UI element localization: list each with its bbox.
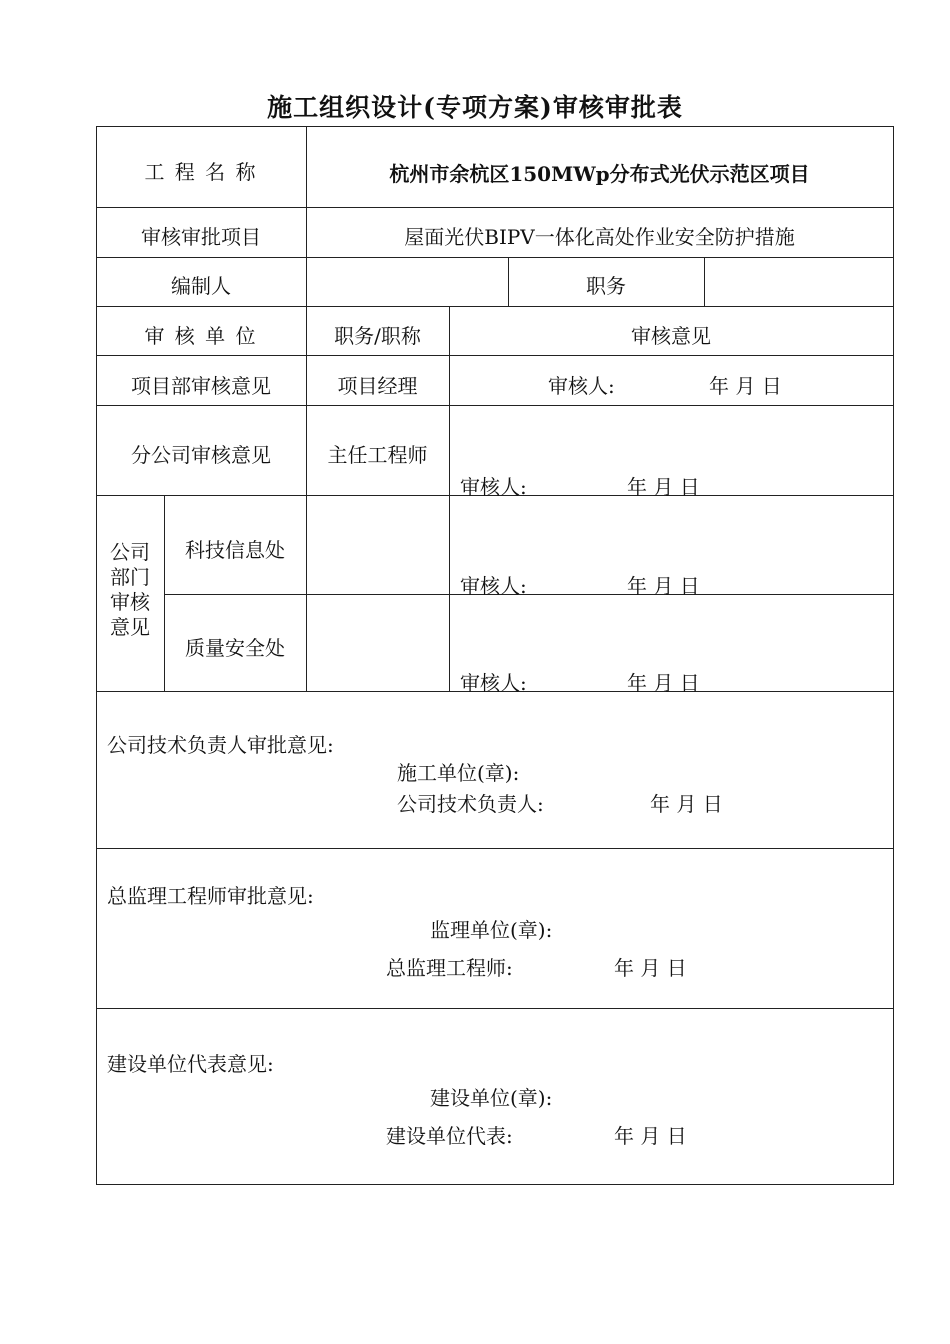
reviewer-label: 审核人: [460,475,527,499]
form-title: 施工组织设计(专项方案)审核审批表 [267,93,683,122]
branch-label: 分公司审核意见 [131,443,271,467]
row-divider [96,306,894,307]
company-dept-label: 公司 部门 审核 意见 [110,540,150,639]
owner-unit-seal: 建设单位(章): [430,1086,553,1110]
table-border-top [96,126,894,127]
row-divider [96,1008,894,1009]
col-divider [164,495,165,692]
reviewer-label: 审核人: [548,374,615,398]
project-dept-label: 项目部审核意见 [131,374,271,398]
date-label: 年 月 日 [614,956,687,980]
company-tech-person: 公司技术负责人: [397,792,544,816]
row-divider [96,257,894,258]
review-item-value: 屋面光伏BIPV一体化高处作业安全防护措施 [404,225,795,249]
col-divider [306,126,307,691]
project-name-label: 工 程 名 称 [144,160,258,184]
compiler-label: 编制人 [171,274,231,298]
opinion-header: 审核意见 [631,324,711,348]
date-label: 年 月 日 [709,374,782,398]
reviewer-label: 审核人: [460,574,527,598]
chief-engineer-label: 主任工程师 [327,443,428,467]
supervisor-heading: 总监理工程师审批意见: [107,884,314,908]
project-manager-label: 项目经理 [337,374,418,398]
reviewer-label: 审核人: [460,671,527,695]
position-label: 职务 [586,274,626,298]
supervisor-person: 总监理工程师: [386,956,513,980]
review-unit-header: 审 核 单 位 [144,324,258,348]
row-divider [96,355,894,356]
company-tech-heading: 公司技术负责人审批意见: [107,733,334,757]
review-item-label: 审核审批项目 [141,225,261,249]
row-divider [96,405,894,406]
quality-safety-label: 质量安全处 [185,636,285,660]
row-divider [164,594,894,595]
col-divider [704,257,705,307]
row-divider [96,207,894,208]
date-label: 年 月 日 [614,1124,687,1148]
date-label: 年 月 日 [627,475,700,499]
supervision-unit-seal: 监理单位(章): [430,918,553,942]
col-divider [449,306,450,692]
construction-unit-seal: 施工单位(章): [397,761,520,785]
owner-person: 建设单位代表: [386,1124,513,1148]
date-label: 年 月 日 [650,792,723,816]
date-label: 年 月 日 [627,574,700,598]
table-border-bottom [96,1184,894,1185]
project-name-value: 杭州市余杭区150MWp分布式光伏示范区项目 [389,162,810,186]
title-header: 职务/职称 [334,324,421,348]
table-border-right [893,126,894,1185]
owner-heading: 建设单位代表意见: [107,1052,274,1076]
tech-info-label: 科技信息处 [185,538,285,562]
date-label: 年 月 日 [627,671,700,695]
row-divider [96,848,894,849]
